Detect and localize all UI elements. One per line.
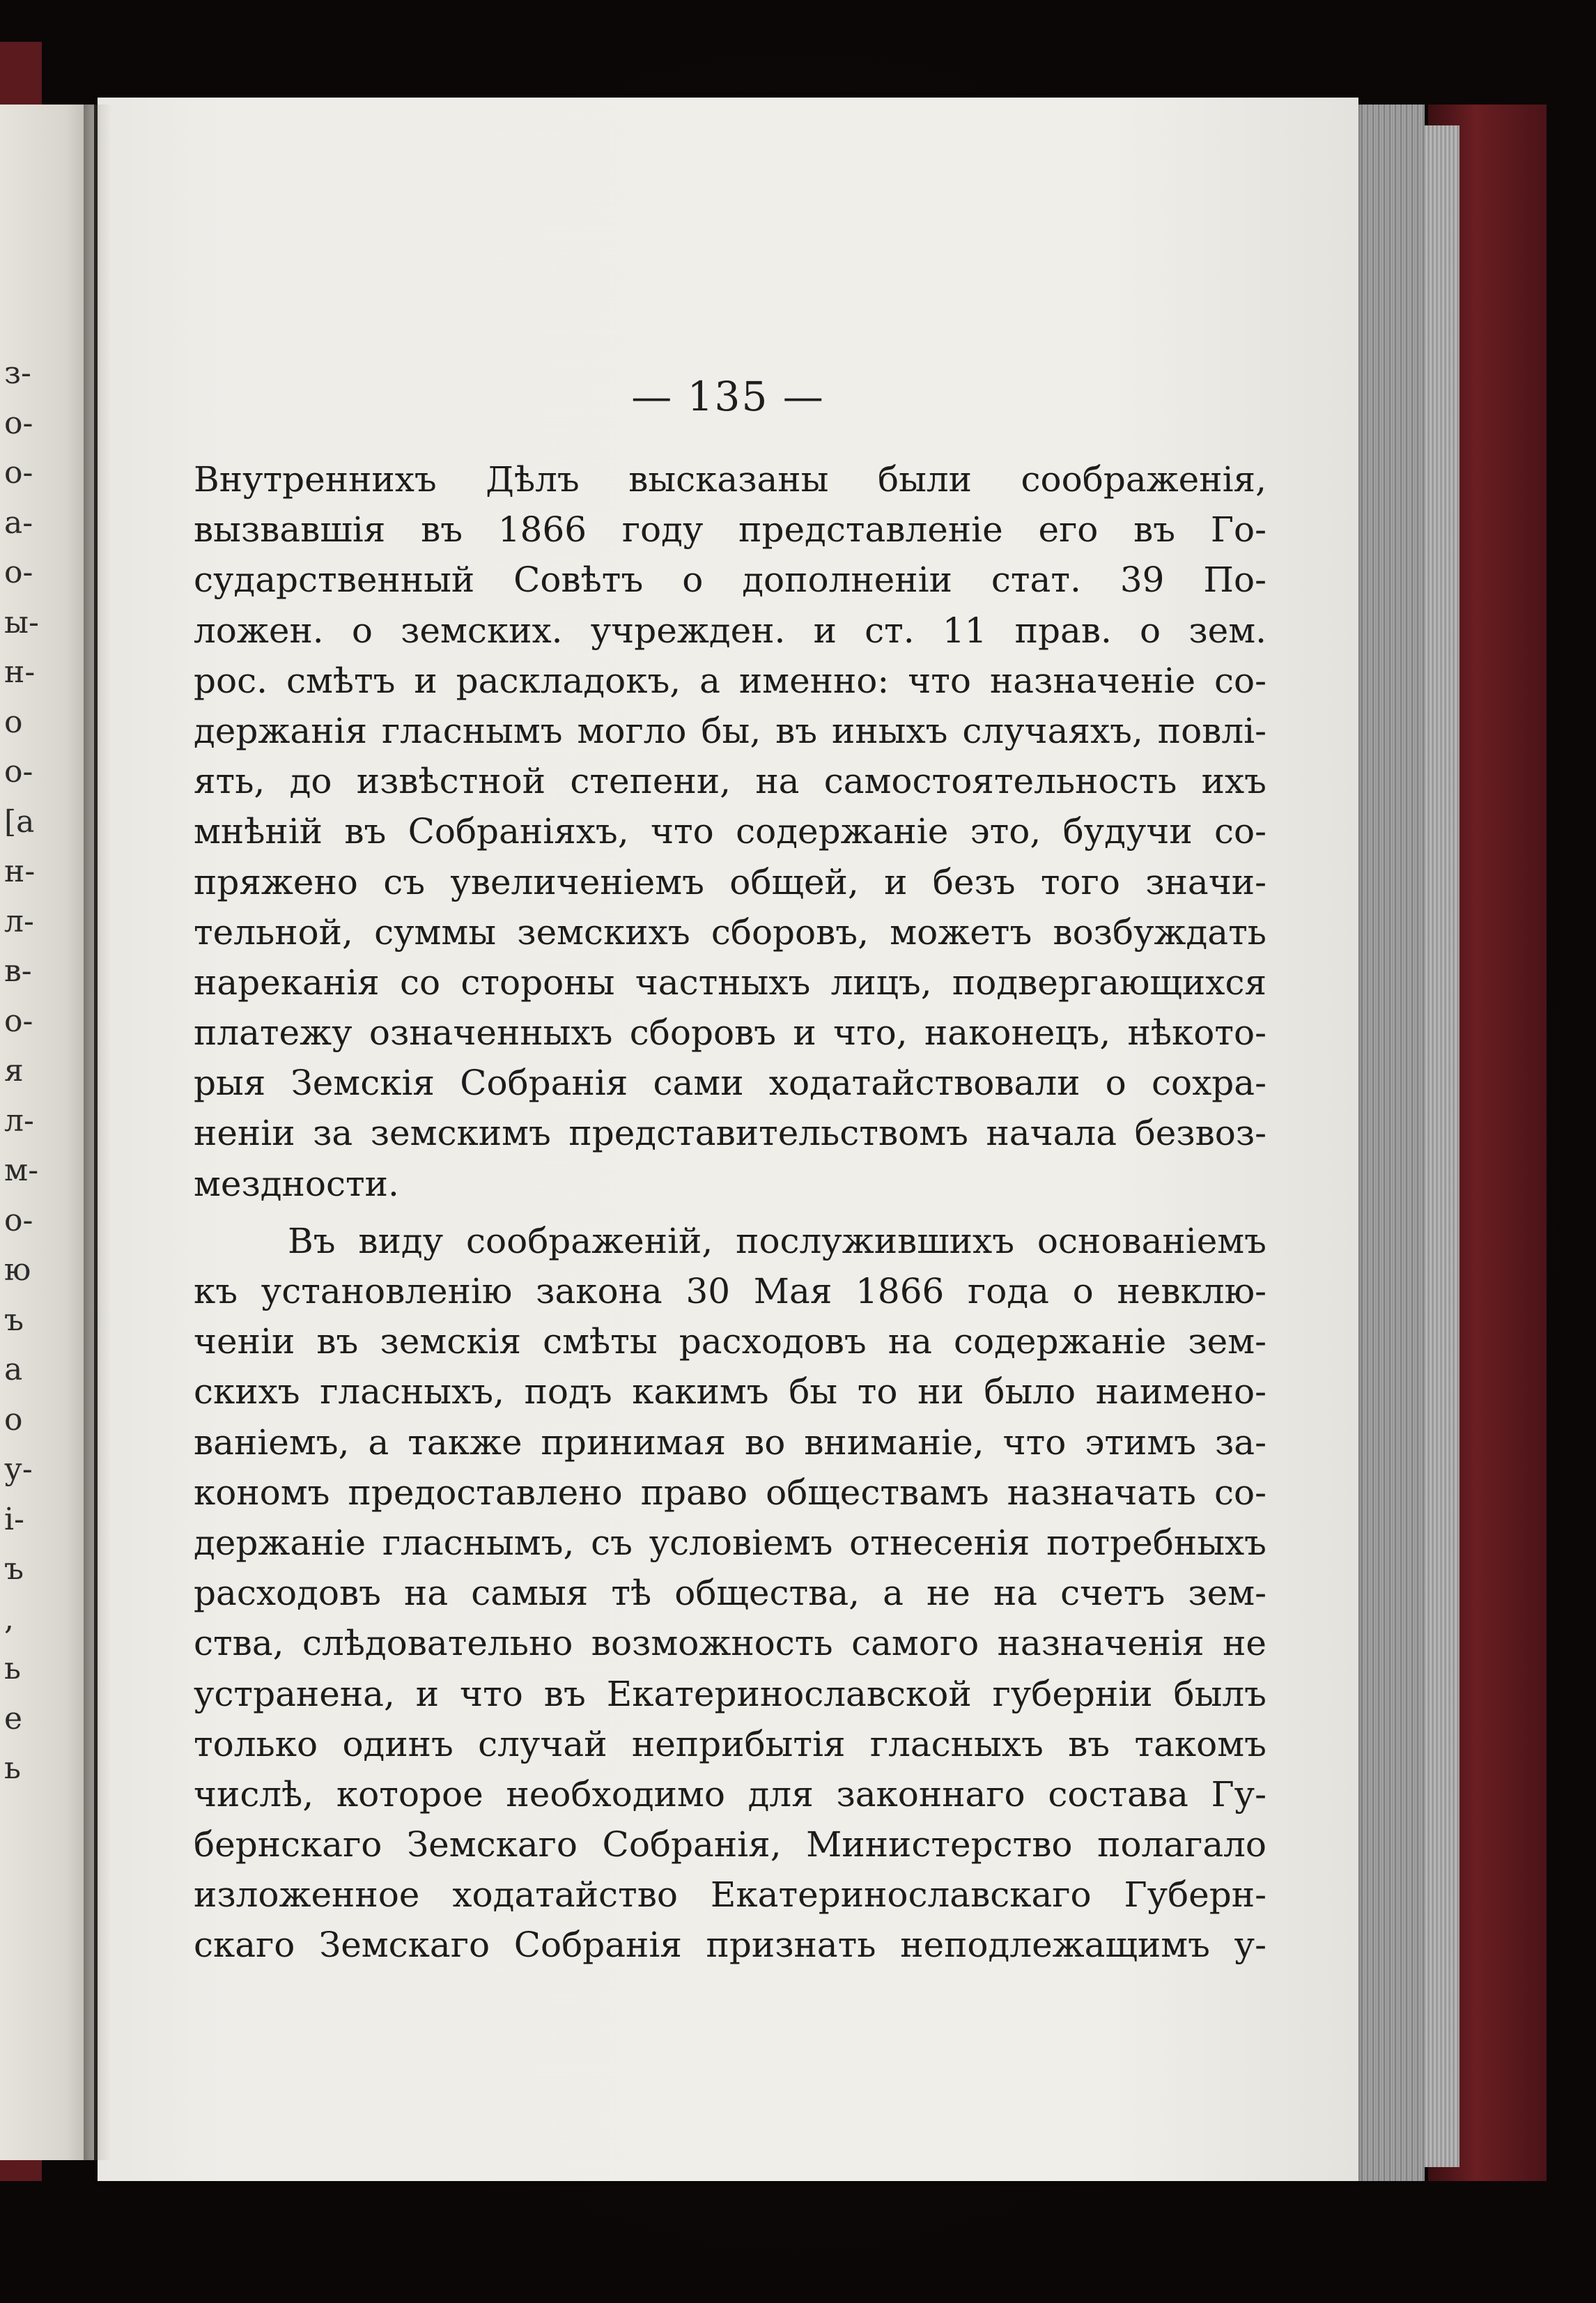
- text-line: только одинъ случай неприбытія гласныхъ въ такомъ: [194, 1723, 1266, 1764]
- text-line: ваніемъ, а также принимая во вниманіе, что этимъ за-: [194, 1422, 1266, 1463]
- page-block-edges: [1358, 105, 1425, 2181]
- text-line: къ установленію закона 30 Мая 1866 года о невклю-: [194, 1271, 1266, 1311]
- text-line: Внутреннихъ Дѣлъ высказаны были соображенія,: [194, 459, 1266, 500]
- facing-page-fragment: о: [4, 1401, 23, 1438]
- text-line: устранена, и что въ Екатеринославской губерніи былъ: [194, 1673, 1266, 1714]
- facing-page-fragment: о-: [4, 455, 33, 491]
- text-line: числѣ, которое необходимо для законнаго состава Гу-: [194, 1773, 1266, 1815]
- text-line: мездности.: [194, 1163, 399, 1204]
- text-line: пряжено съ увеличеніемъ общей, и безъ того значи-: [194, 861, 1266, 902]
- facing-page-fragment: м-: [4, 1153, 39, 1188]
- facing-page-fragment: о-: [4, 555, 33, 590]
- text-line: мнѣній въ Собраніяхъ, что содержаніе это, будучи со-: [194, 811, 1266, 852]
- facing-page-fragment: в-: [4, 953, 32, 989]
- facing-page-fragment: ы-: [4, 604, 39, 640]
- facing-page-fragment: ь: [4, 1651, 21, 1686]
- facing-page-fragment: а-: [4, 504, 33, 541]
- facing-page-fragment: і-: [4, 1501, 24, 1537]
- paragraph: [194, 1216, 1266, 1971]
- text-line: платежу означенныхъ сборовъ и что, наконецъ, нѣкото-: [194, 1012, 1266, 1054]
- text-line: ять, до извѣстной степени, на самостоятельность ихъ: [194, 761, 1266, 802]
- text-line: тельной, суммы земскихъ сборовъ, можетъ возбуждать: [194, 911, 1266, 953]
- facing-page-fragment: я: [4, 1053, 24, 1088]
- facing-page-fragment: у-: [4, 1451, 33, 1487]
- book-page: [98, 98, 1358, 2181]
- text-line: нареканія со стороны частныхъ лицъ, подвергающихся: [194, 962, 1266, 1003]
- text-line: ложен. о земских. учрежден. и ст. 11 прав. о зем.: [194, 610, 1266, 651]
- text-line: кономъ предоставлено право обществамъ назначать со-: [194, 1472, 1266, 1513]
- facing-page-fragment: а: [4, 1352, 23, 1387]
- facing-page-fragment: о-: [4, 405, 33, 441]
- facing-page-fragment: ъ: [4, 1302, 24, 1338]
- page-number: — 135 —: [631, 373, 825, 420]
- text-line: вызвавшія въ 1866 году представленіе его въ Го-: [194, 509, 1266, 550]
- facing-page-fragment: о-: [4, 1202, 33, 1238]
- facing-page-fragment: ь: [4, 1750, 21, 1786]
- paragraph: [194, 454, 1266, 1209]
- facing-page-fragment: е: [4, 1700, 23, 1736]
- page-body-text: [194, 454, 1266, 1971]
- text-line: скаго Земскаго Собранія признать неподлежащимъ у-: [194, 1925, 1266, 1966]
- facing-page-fragment: ,: [4, 1601, 14, 1637]
- text-line: расходовъ на самыя тѣ общества, а не на счетъ зем-: [194, 1573, 1266, 1614]
- page-block-edges-outer: [1425, 125, 1459, 2167]
- facing-page-fragment: л-: [4, 903, 34, 939]
- text-line: скихъ гласныхъ, подъ какимъ бы то ни было наимено-: [194, 1371, 1266, 1412]
- facing-page-fragment: [а: [4, 803, 35, 840]
- paragraph-gap: [194, 1209, 1266, 1216]
- facing-page-fragment: н-: [4, 654, 36, 690]
- text-line: изложенное ходатайство Екатеринославскаго Губерн-: [194, 1874, 1266, 1916]
- text-line: ченіи въ земскія смѣты расходовъ на содержаніе зем-: [194, 1321, 1266, 1362]
- text-line: ства, слѣдовательно возможность самого назначенія не: [194, 1623, 1266, 1664]
- facing-page-fragment: л-: [4, 1102, 34, 1139]
- text-line: держанія гласнымъ могло бы, въ иныхъ случаяхъ, повлі-: [194, 710, 1266, 751]
- facing-page-fragment: о-: [4, 754, 33, 790]
- facing-page-edge: [0, 105, 94, 2160]
- text-line: бернскаго Земскаго Собранія, Министерство полагало: [194, 1824, 1266, 1865]
- facing-page-fragment: з-: [4, 355, 31, 391]
- text-line: неніи за земскимъ представительствомъ начала безвоз-: [194, 1113, 1266, 1154]
- facing-page-fragment: ъ: [4, 1551, 24, 1587]
- facing-page-fragment: н-: [4, 854, 36, 889]
- text-line: рос. смѣтъ и раскладокъ, а именно: что назначеніе со-: [194, 660, 1266, 701]
- text-line: рыя Земскія Собранія сами ходатайствовали о сохра-: [194, 1063, 1266, 1104]
- text-line: сударственный Совѣтъ о дополненіи стат. 39 По-: [194, 560, 1266, 601]
- facing-page-fragment: о: [4, 704, 23, 740]
- text-line: Въ виду соображеній, послужившихъ основаніемъ: [288, 1220, 1266, 1261]
- facing-page-fragment: ю: [4, 1252, 31, 1288]
- facing-page-fragment: о-: [4, 1003, 33, 1039]
- text-line: держаніе гласнымъ, съ условіемъ отнесенія потребныхъ: [194, 1522, 1266, 1563]
- gutter-shadow: [84, 105, 111, 2160]
